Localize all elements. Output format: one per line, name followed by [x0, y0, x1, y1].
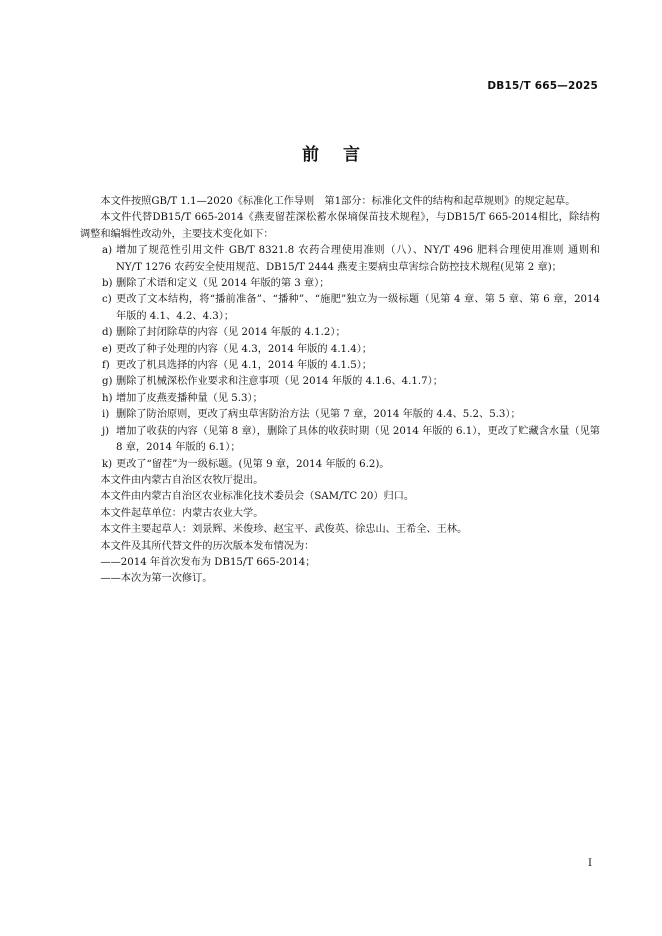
list-marker: b) [102, 278, 113, 290]
list-item [80, 391, 600, 407]
page-title: 前言 [302, 145, 384, 165]
list-item [80, 243, 600, 276]
page-number: I [588, 858, 592, 869]
list-item [80, 424, 600, 457]
list-item-text: 更改了种子处理的内容（见 4.3，2014 年版的 4.1.4）； [116, 343, 373, 355]
paragraph-drafters: 本文件主要起草人：刘景辉、米俊珍、赵宝平、武俊英、徐忠山、王希全、王林。 [100, 524, 468, 536]
list-item-text: 更改了机具选择的内容（见 4.1，2014 年版的 4.1.5）； [116, 360, 373, 372]
list-item-text: 增加了收获的内容（见第 8 章），删除了具体的收获时期（见 2014 年版的 6.1），更改了贮藏含水量（见第 8 章，2014 年版的 6.1）； [116, 425, 600, 454]
list-item-text: 增加了规范性引用文件 GB/T 8321.8 农药合理使用准则（八）、NY/T 496 肥料合理使用准则 通则和 NY/T 1276 农药安全使用规范、DB15/T 2444 燕麦主要病虫草害综合防控技术规程(见第 2 章)； [116, 245, 600, 273]
list-item-text: 删除了防治原则，更改了病虫草害防治方法（见第 7 章，2014 年版的 4.4、5.2、5.3）； [116, 409, 521, 421]
list-item [80, 457, 600, 473]
list-marker: a) [102, 245, 113, 257]
list-item-text: 删除了术语和定义（见 2014 年版的第 3 章）； [116, 278, 330, 290]
list-marker: e) [102, 343, 113, 355]
paragraph-history-intro: 本文件及其所代替文件的历次版本发布情况为： [100, 540, 315, 552]
list-item-text: 删除了封闭除草的内容（见 2014 年版的 4.1.2）； [116, 327, 346, 339]
list-marker: h) [102, 392, 113, 404]
paragraph-replacement-note: 本文件代替DB15/T 665-2014《燕麦留茬深松蓄水保墒保苗技术规程》，与DB15/T 665-2014相比，除结构调整和编辑性改动外，主要技术变化如下： [80, 212, 600, 240]
list-item-text: 增加了皮燕麦播种量（见 5.3）； [116, 392, 263, 404]
changes-list [80, 243, 600, 473]
paragraph-drafting-unit: 本文件起草单位：内蒙古农业大学。 [100, 507, 264, 519]
list-marker: i) [102, 409, 110, 421]
paragraph-history-revision: ——本次为第一次修订。 [100, 573, 213, 585]
list-marker: g) [102, 376, 113, 388]
list-item-text: 更改了“留茬”为一级标题。(见第 9 章，2014 年版的 6.2)。 [116, 458, 390, 470]
list-item-text: 更改了文本结构，将“播前准备”、“播种”、“施肥”独立为一级标题（见第 4 章、第 5 章、第 6 章，2014 年版的 4.1、4.2、4.3）； [116, 294, 600, 322]
list-marker: j) [102, 425, 110, 437]
list-marker: k) [102, 458, 113, 470]
document-id: DB15/T 665—2025 [487, 80, 598, 92]
list-item [80, 374, 600, 390]
list-marker: c) [102, 294, 112, 306]
list-item [80, 342, 600, 358]
list-item [80, 407, 600, 423]
list-item [80, 358, 600, 374]
list-item [80, 325, 600, 341]
list-item [80, 276, 600, 292]
foreword-body [80, 194, 600, 588]
paragraph-drafting-rules: 本文件按照GB/T 1.1—2020《标准化工作导则 第1部分：标准化文件的结构和起草规则》的规定起草。 [100, 196, 576, 207]
paragraph-history-first: ——2014 年首次发布为 DB15/T 665-2014； [100, 556, 316, 568]
paragraph-proposer: 本文件由内蒙古自治区农牧厅提出。 [100, 474, 264, 486]
list-marker: d) [102, 327, 113, 339]
list-item [80, 292, 600, 325]
paragraph-committee: 本文件由内蒙古自治区农业标准化技术委员会（SAM/TC 20）归口。 [100, 491, 415, 503]
list-marker: f) [102, 360, 110, 372]
list-item-text: 删除了机械深松作业要求和注意事项（见 2014 年版的 4.1.6、4.1.7）； [116, 376, 443, 388]
